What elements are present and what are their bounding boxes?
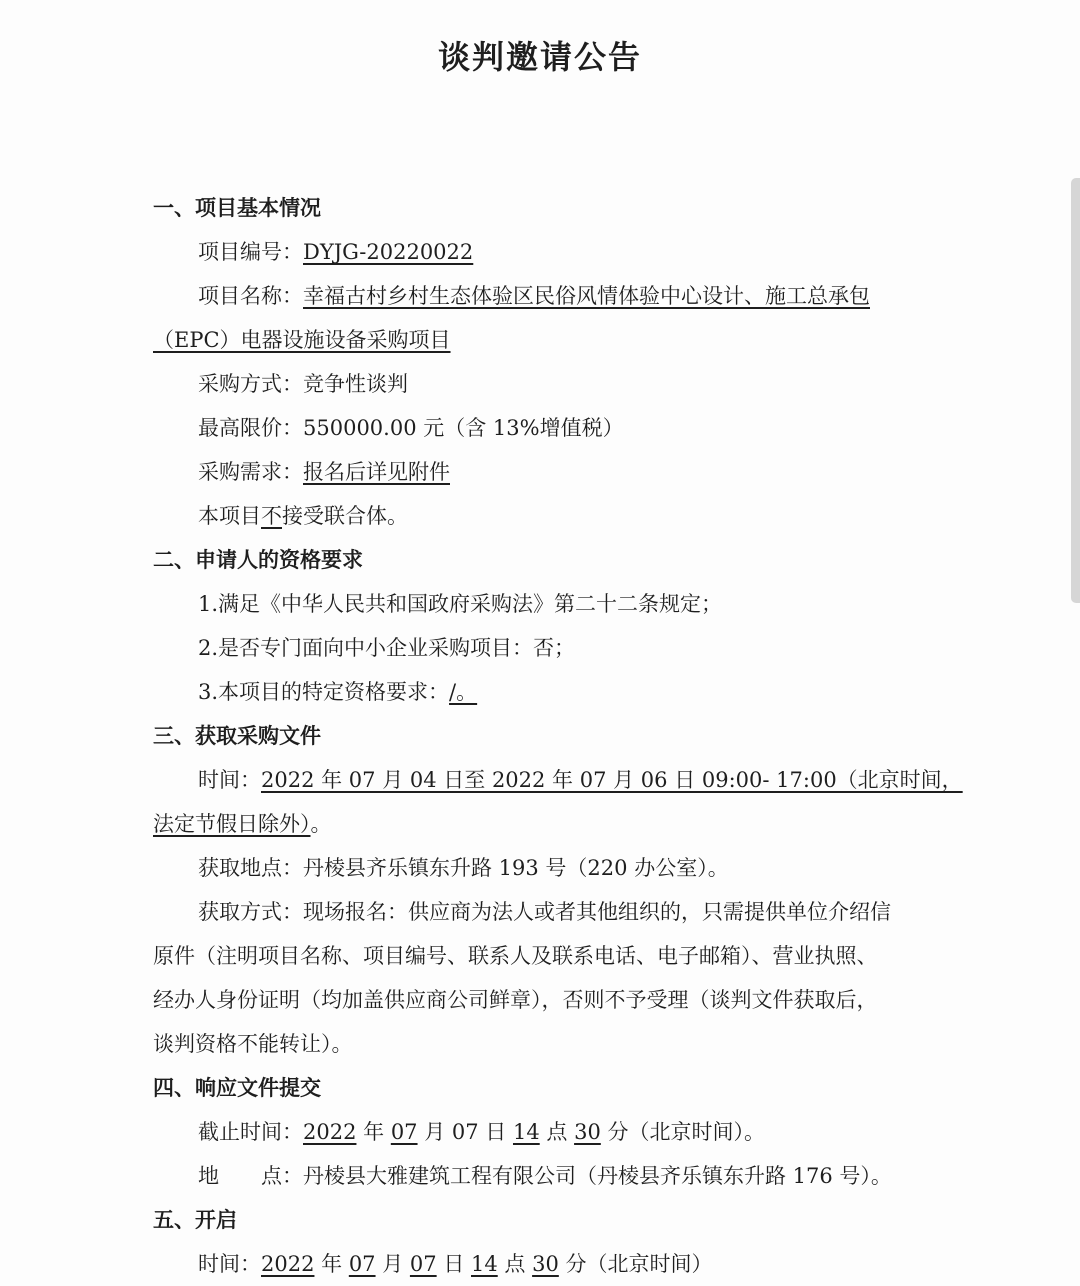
underlined-text: DYJG-20220022 <box>303 240 474 264</box>
underlined-text: /。 <box>449 680 478 704</box>
text-line <box>153 1154 915 1198</box>
text-segment: 2.是否专门面向中小企业采购项目：否； <box>198 636 576 660</box>
text-line <box>153 934 915 978</box>
text-line <box>153 230 915 274</box>
text-line <box>153 626 915 670</box>
text-segment: 年 <box>314 1252 349 1276</box>
text-segment: 时间： <box>198 768 261 792</box>
underlined-text: 07 <box>390 1120 418 1144</box>
text-segment: 经办人身份证明（均加盖供应商公司鲜章），否则不予受理（谈判文件获取后， <box>153 988 878 1012</box>
text-segment: 月 <box>375 1252 410 1276</box>
text-line <box>153 802 915 846</box>
scrollbar[interactable] <box>1071 178 1080 603</box>
text-segment: 接受联合体。 <box>282 504 408 528</box>
text-line <box>153 758 963 802</box>
text-line <box>153 274 915 318</box>
text-line <box>153 890 915 934</box>
section-heading <box>153 1198 915 1242</box>
text-segment: 。 <box>310 812 332 836</box>
text-segment: 获取方式：现场报名：供应商为法人或者其他组织的，只需提供单位介绍信 <box>198 900 891 924</box>
text-segment: 原件（注明项目名称、项目编号、联系人及联系电话、电子邮箱）、营业执照、 <box>153 944 878 968</box>
underlined-text: 2022 年 07 月 04 日至 2022 年 07 月 06 日 09:00- 17:00（北京时间， <box>261 768 963 792</box>
text-line <box>153 450 915 494</box>
text-segment: 谈判资格不能转让）。 <box>153 1032 353 1056</box>
section-heading <box>153 186 915 230</box>
text-segment: 分（北京时间）。 <box>600 1120 765 1144</box>
text-line <box>153 1242 915 1286</box>
text-segment: 点 <box>539 1120 575 1144</box>
text-segment: 点 <box>497 1252 533 1276</box>
section-heading <box>153 538 915 582</box>
text-segment: 年 <box>356 1120 391 1144</box>
underlined-text: 幸福古村乡村生态体验区民俗风情体验中心设计、施工总承包 <box>303 284 870 308</box>
underlined-text: 14 <box>512 1120 540 1144</box>
text-segment: 最高限价：550000.00 元（含 13%增值税） <box>198 416 624 440</box>
text-line <box>153 318 915 362</box>
text-segment: 获取地点：丹棱县齐乐镇东升路 193 号（220 办公室）。 <box>198 856 729 880</box>
text-segment: 月 07 日 <box>417 1120 513 1144</box>
text-line <box>153 846 915 890</box>
underlined-text: 法定节假日除外） <box>153 812 311 836</box>
text-segment: 地 点：丹棱县大雅建筑工程有限公司（丹棱县齐乐镇东升路 176 号）。 <box>198 1164 892 1188</box>
text-segment: 时间： <box>198 1252 261 1276</box>
text-line <box>153 670 915 714</box>
underlined-text: 07 <box>409 1252 437 1276</box>
underlined-text: 2022 <box>303 1120 357 1144</box>
text-line <box>153 406 915 450</box>
text-line <box>153 582 915 626</box>
underlined-text: 07 <box>348 1252 376 1276</box>
text-line <box>153 1022 915 1066</box>
underlined-text: 30 <box>532 1252 559 1276</box>
text-segment: 采购方式：竞争性谈判 <box>198 372 408 396</box>
section-heading <box>153 714 915 758</box>
text-segment: 日 <box>436 1252 471 1276</box>
text-line <box>153 362 915 406</box>
text-line <box>153 978 915 1022</box>
text-segment: 分（北京时间） <box>558 1252 713 1276</box>
underlined-text: 不 <box>261 504 282 528</box>
section-heading <box>153 1066 915 1110</box>
text-segment: 一、项目基本情况 <box>153 196 321 220</box>
text-segment: 1.满足《中华人民共和国政府采购法》第二十二条规定； <box>198 592 723 616</box>
text-line <box>153 1110 915 1154</box>
text-segment: 二、申请人的资格要求 <box>153 548 363 572</box>
text-segment: 本项目 <box>198 504 261 528</box>
text-segment: 五、开启 <box>153 1208 237 1232</box>
text-segment: 项目编号： <box>198 240 303 264</box>
document-title: 谈判邀请公告 <box>437 38 642 76</box>
text-segment: 三、获取采购文件 <box>153 724 321 748</box>
underlined-text: 报名后详见附件 <box>303 460 450 484</box>
text-line <box>153 494 915 538</box>
underlined-text: 30 <box>574 1120 601 1144</box>
underlined-text: 2022 <box>261 1252 315 1276</box>
text-segment: 3.本项目的特定资格要求： <box>198 680 450 704</box>
underlined-text: （EPC）电器设施设备采购项目 <box>153 328 451 352</box>
text-segment: 四、响应文件提交 <box>153 1076 321 1100</box>
text-segment: 截止时间： <box>198 1120 303 1144</box>
document-body <box>153 186 963 1286</box>
text-segment: 项目名称： <box>198 284 303 308</box>
text-segment: 采购需求： <box>198 460 303 484</box>
underlined-text: 14 <box>471 1252 498 1276</box>
